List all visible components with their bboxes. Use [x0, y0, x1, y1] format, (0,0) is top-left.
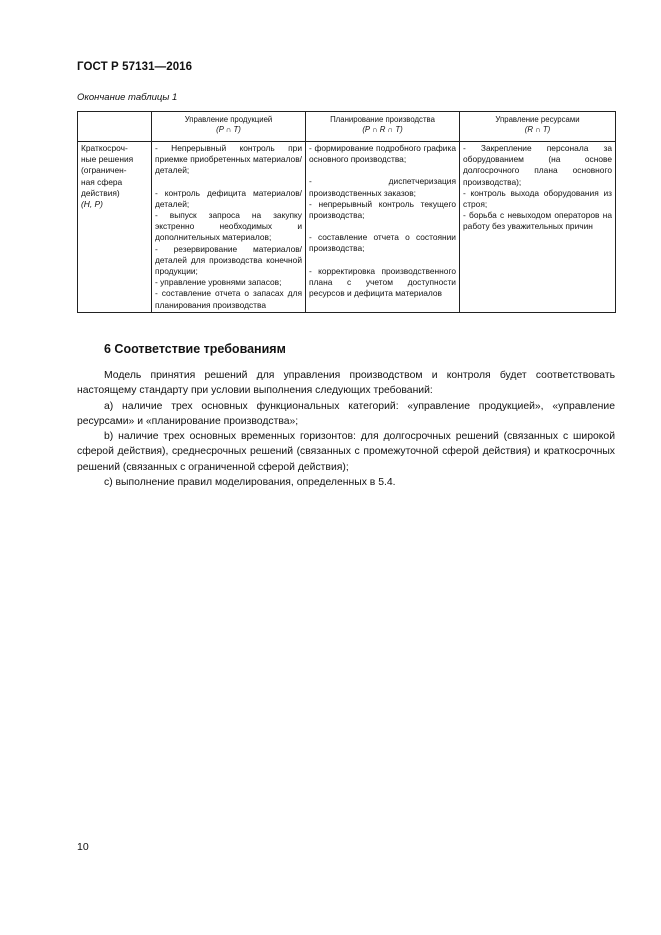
list-item: - формирование подробного графика основного производства;: [309, 143, 456, 165]
list-item: - борьба с невыходом операторов на работу без уважительных причин: [463, 210, 612, 232]
header-notation: (P ∩ R ∩ T): [362, 125, 403, 134]
header-cell-production-planning: [306, 112, 460, 142]
row-header-short-term: [78, 142, 152, 313]
list-item: - выпуск запроса на закупку экстренно необходимых и дополнительных материалов;: [155, 210, 302, 243]
section-title: 6 Соответствие требованиям: [104, 342, 286, 356]
header-cell-empty: [78, 112, 152, 142]
header-notation: (R ∩ T): [524, 125, 551, 134]
table-row: [78, 142, 616, 313]
header-label: Управление продукцией: [184, 115, 273, 124]
header-notation: (P ∩ T): [216, 125, 241, 134]
row-header-line: (ограничен-: [81, 165, 127, 176]
row-header-line: Краткосроч-: [81, 143, 128, 153]
cell-spacer: [309, 165, 456, 176]
document-code: ГОСТ Р 57131—2016: [77, 61, 193, 73]
row-header-line: действия): [81, 187, 120, 198]
cell-resource-management: [460, 142, 616, 313]
cell-spacer: [309, 221, 456, 232]
list-item: - Непрерывный контроль при приемке приобретенных материалов/деталей;: [155, 143, 302, 176]
header-cell-resource-management: [460, 112, 616, 142]
list-item: - резервирование материалов/деталей для производства конечной продукции;: [155, 243, 302, 277]
row-header-line: ная сфера: [81, 176, 123, 187]
paragraph: b) наличие трех основных временных горизонтов: для долгосрочных решений (связанных с широкой сферой действия), среднесрочных решений (связанных с промежуточной сферой действия) и краткосрочных решений (связанных с ограниченной сферой действия);: [77, 431, 615, 473]
list-item: - составление отчета о запасах для планирования производства: [155, 288, 302, 310]
list-item: - составление отчета о состоянии производства;: [309, 232, 456, 254]
list-item: - корректировка производственного плана с учетом доступности ресурсов и дефицита материалов: [309, 265, 456, 299]
table-header-row: [78, 112, 616, 142]
row-header-line: (H, P): [81, 199, 103, 210]
cell-spacer: [309, 255, 456, 266]
cell-product-management: [152, 142, 306, 313]
list-item: - контроль выхода оборудования из строя;: [463, 187, 612, 210]
header-label: Планирование производства: [330, 115, 435, 124]
section-body: [77, 368, 615, 490]
paragraph: a) наличие трех основных функциональных категорий: «управление продукцией», «управление ресурсами» и «планирование производства»;: [77, 400, 615, 427]
cell-spacer: [155, 177, 302, 188]
list-item: - непрерывный контроль текущего производства;: [309, 198, 456, 221]
list-item: - Закрепление персонала за оборудованием (на основе долгосрочного плана основного производства);: [463, 143, 612, 187]
list-item: - контроль дефицита материалов/деталей;: [155, 187, 302, 209]
header-label: Управление ресурсами: [495, 115, 580, 124]
decision-table: [77, 111, 616, 313]
paragraph: c) выполнение правил моделирования, определенных в 5.4.: [104, 477, 396, 489]
page-number: 10: [77, 841, 89, 853]
header-cell-product-management: [152, 112, 306, 142]
paragraph: Модель принятия решений для управления производством и контроля будет соответствовать настоящему стандарту при условии выполнения следующих требований:: [77, 370, 615, 397]
cell-production-planning: [306, 142, 460, 313]
row-header-line: ные решения: [81, 154, 134, 165]
list-item: - управление уровнями запасов;: [155, 277, 282, 288]
list-item: - диспетчеризация производственных заказов;: [309, 176, 456, 198]
table-caption: Окончание таблицы 1: [77, 92, 178, 103]
